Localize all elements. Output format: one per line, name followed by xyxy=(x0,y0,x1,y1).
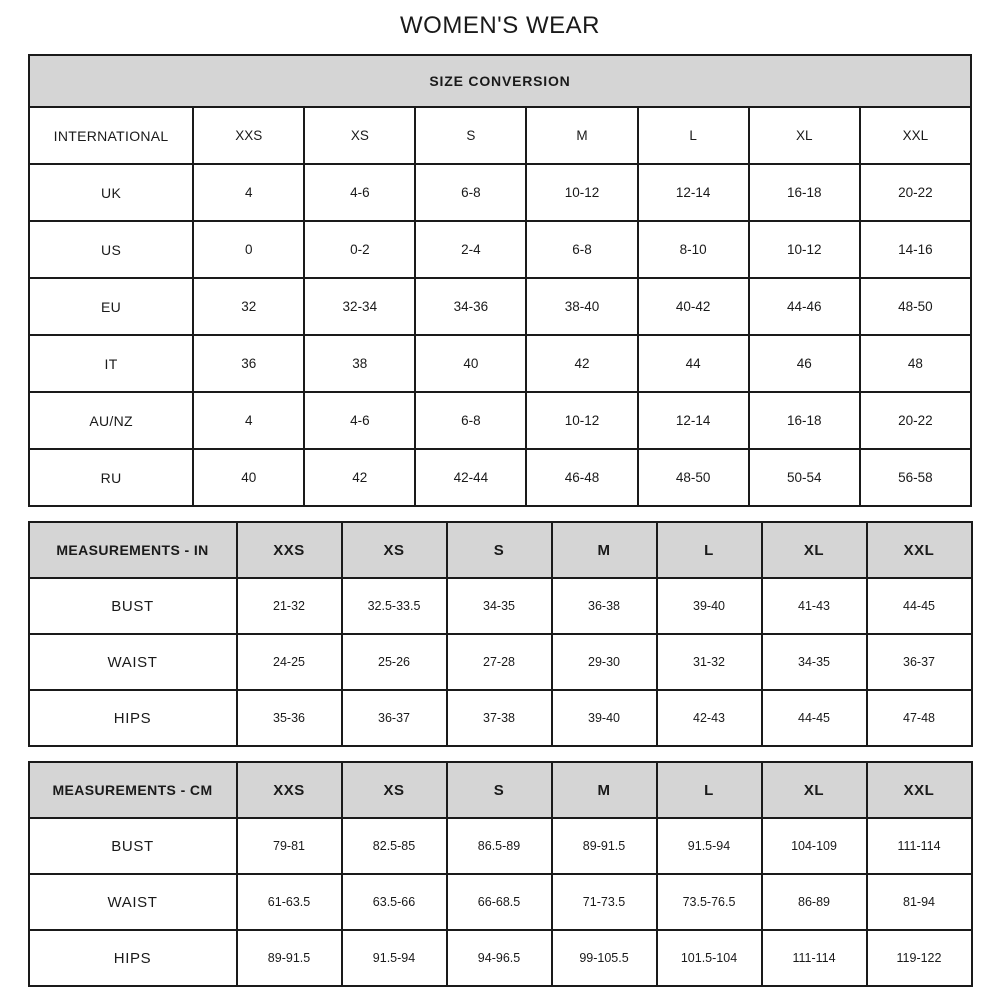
header-cell-xl: XL xyxy=(749,107,860,164)
header-cell-m: M xyxy=(552,522,657,578)
row-label-ru: RU xyxy=(29,449,193,506)
measurements-cm-table xyxy=(28,761,973,987)
cell: 12-14 xyxy=(638,164,749,221)
header-cell-xs: XS xyxy=(304,107,415,164)
header-cell-s: S xyxy=(447,522,552,578)
cell: 36-37 xyxy=(867,634,972,690)
table-row xyxy=(29,578,972,634)
header-cell-xxs: XXS xyxy=(193,107,304,164)
table-row-header xyxy=(29,762,972,818)
row-label-bust: BUST xyxy=(29,578,237,634)
cell: 39-40 xyxy=(552,690,657,746)
table-row xyxy=(29,278,971,335)
cell: 36 xyxy=(193,335,304,392)
cell: 27-28 xyxy=(447,634,552,690)
cell: 42 xyxy=(526,335,637,392)
cell: 99-105.5 xyxy=(552,930,657,986)
table-row-header xyxy=(29,522,972,578)
cell: 48-50 xyxy=(638,449,749,506)
header-cell-measurements-in: MEASUREMENTS - IN xyxy=(29,522,237,578)
header-cell-l: L xyxy=(657,522,762,578)
row-label-it: IT xyxy=(29,335,193,392)
cell: 0 xyxy=(193,221,304,278)
cell: 47-48 xyxy=(867,690,972,746)
cell: 16-18 xyxy=(749,164,860,221)
header-cell-l: L xyxy=(657,762,762,818)
row-label-hips: HIPS xyxy=(29,690,237,746)
cell: 10-12 xyxy=(526,392,637,449)
cell: 36-38 xyxy=(552,578,657,634)
row-label-bust: BUST xyxy=(29,818,237,874)
cell: 42-44 xyxy=(415,449,526,506)
cell: 29-30 xyxy=(552,634,657,690)
cell: 34-35 xyxy=(762,634,867,690)
cell: 32-34 xyxy=(304,278,415,335)
table-row xyxy=(29,392,971,449)
header-cell-xxs: XXS xyxy=(237,522,342,578)
cell: 48-50 xyxy=(860,278,971,335)
cell: 44 xyxy=(638,335,749,392)
cell: 63.5-66 xyxy=(342,874,447,930)
table-row xyxy=(29,449,971,506)
cell: 50-54 xyxy=(749,449,860,506)
cell: 91.5-94 xyxy=(342,930,447,986)
cell: 31-32 xyxy=(657,634,762,690)
header-cell-measurements-cm: MEASUREMENTS - CM xyxy=(29,762,237,818)
cell: 4 xyxy=(193,164,304,221)
cell: 46 xyxy=(749,335,860,392)
table-row xyxy=(29,164,971,221)
cell: 119-122 xyxy=(867,930,972,986)
cell: 34-36 xyxy=(415,278,526,335)
cell: 8-10 xyxy=(638,221,749,278)
cell: 44-45 xyxy=(762,690,867,746)
row-label-uk: UK xyxy=(29,164,193,221)
table-row xyxy=(29,690,972,746)
header-cell-xxl: XXL xyxy=(867,522,972,578)
cell: 66-68.5 xyxy=(447,874,552,930)
cell: 6-8 xyxy=(526,221,637,278)
size-conversion-table xyxy=(28,54,972,507)
header-cell-s: S xyxy=(415,107,526,164)
cell: 20-22 xyxy=(860,164,971,221)
cell: 89-91.5 xyxy=(552,818,657,874)
cell: 40 xyxy=(193,449,304,506)
cell: 34-35 xyxy=(447,578,552,634)
cell: 0-2 xyxy=(304,221,415,278)
cell: 111-114 xyxy=(762,930,867,986)
cell: 16-18 xyxy=(749,392,860,449)
cell: 14-16 xyxy=(860,221,971,278)
cell: 39-40 xyxy=(657,578,762,634)
cell: 38-40 xyxy=(526,278,637,335)
cell: 10-12 xyxy=(526,164,637,221)
cell: 86-89 xyxy=(762,874,867,930)
cell: 4-6 xyxy=(304,392,415,449)
cell: 91.5-94 xyxy=(657,818,762,874)
cell: 40 xyxy=(415,335,526,392)
cell: 32 xyxy=(193,278,304,335)
cell: 48 xyxy=(860,335,971,392)
header-cell-xxl: XXL xyxy=(867,762,972,818)
table-row-banner xyxy=(29,55,971,107)
cell: 73.5-76.5 xyxy=(657,874,762,930)
header-cell-international: INTERNATIONAL xyxy=(29,107,193,164)
cell: 104-109 xyxy=(762,818,867,874)
cell: 71-73.5 xyxy=(552,874,657,930)
cell: 24-25 xyxy=(237,634,342,690)
cell: 35-36 xyxy=(237,690,342,746)
cell: 37-38 xyxy=(447,690,552,746)
table-row xyxy=(29,335,971,392)
header-cell-l: L xyxy=(638,107,749,164)
header-cell-xl: XL xyxy=(762,762,867,818)
cell: 4-6 xyxy=(304,164,415,221)
cell: 79-81 xyxy=(237,818,342,874)
cell: 111-114 xyxy=(867,818,972,874)
cell: 81-94 xyxy=(867,874,972,930)
cell: 38 xyxy=(304,335,415,392)
cell: 12-14 xyxy=(638,392,749,449)
cell: 44-45 xyxy=(867,578,972,634)
cell: 36-37 xyxy=(342,690,447,746)
header-cell-xs: XS xyxy=(342,762,447,818)
cell: 44-46 xyxy=(749,278,860,335)
table-row xyxy=(29,221,971,278)
header-cell-xl: XL xyxy=(762,522,867,578)
cell: 61-63.5 xyxy=(237,874,342,930)
row-label-us: US xyxy=(29,221,193,278)
size-conversion-banner: SIZE CONVERSION xyxy=(29,55,971,107)
table-row xyxy=(29,930,972,986)
cell: 6-8 xyxy=(415,392,526,449)
cell: 21-32 xyxy=(237,578,342,634)
cell: 56-58 xyxy=(860,449,971,506)
cell: 86.5-89 xyxy=(447,818,552,874)
cell: 42 xyxy=(304,449,415,506)
cell: 25-26 xyxy=(342,634,447,690)
header-cell-xxs: XXS xyxy=(237,762,342,818)
header-cell-m: M xyxy=(526,107,637,164)
cell: 82.5-85 xyxy=(342,818,447,874)
table-row xyxy=(29,634,972,690)
cell: 94-96.5 xyxy=(447,930,552,986)
row-label-aunz: AU/NZ xyxy=(29,392,193,449)
table-row xyxy=(29,874,972,930)
cell: 41-43 xyxy=(762,578,867,634)
page-title: WOMEN'S WEAR xyxy=(400,12,600,39)
header-cell-xxl: XXL xyxy=(860,107,971,164)
row-label-eu: EU xyxy=(29,278,193,335)
cell: 89-91.5 xyxy=(237,930,342,986)
table-row-header xyxy=(29,107,971,164)
header-cell-xs: XS xyxy=(342,522,447,578)
cell: 32.5-33.5 xyxy=(342,578,447,634)
cell: 6-8 xyxy=(415,164,526,221)
table-row xyxy=(29,818,972,874)
measurements-inches-table xyxy=(28,521,973,747)
header-cell-m: M xyxy=(552,762,657,818)
cell: 10-12 xyxy=(749,221,860,278)
cell: 40-42 xyxy=(638,278,749,335)
row-label-waist: WAIST xyxy=(29,634,237,690)
row-label-waist: WAIST xyxy=(29,874,237,930)
cell: 4 xyxy=(193,392,304,449)
cell: 46-48 xyxy=(526,449,637,506)
row-label-hips: HIPS xyxy=(29,930,237,986)
cell: 42-43 xyxy=(657,690,762,746)
cell: 101.5-104 xyxy=(657,930,762,986)
cell: 20-22 xyxy=(860,392,971,449)
header-cell-s: S xyxy=(447,762,552,818)
cell: 2-4 xyxy=(415,221,526,278)
